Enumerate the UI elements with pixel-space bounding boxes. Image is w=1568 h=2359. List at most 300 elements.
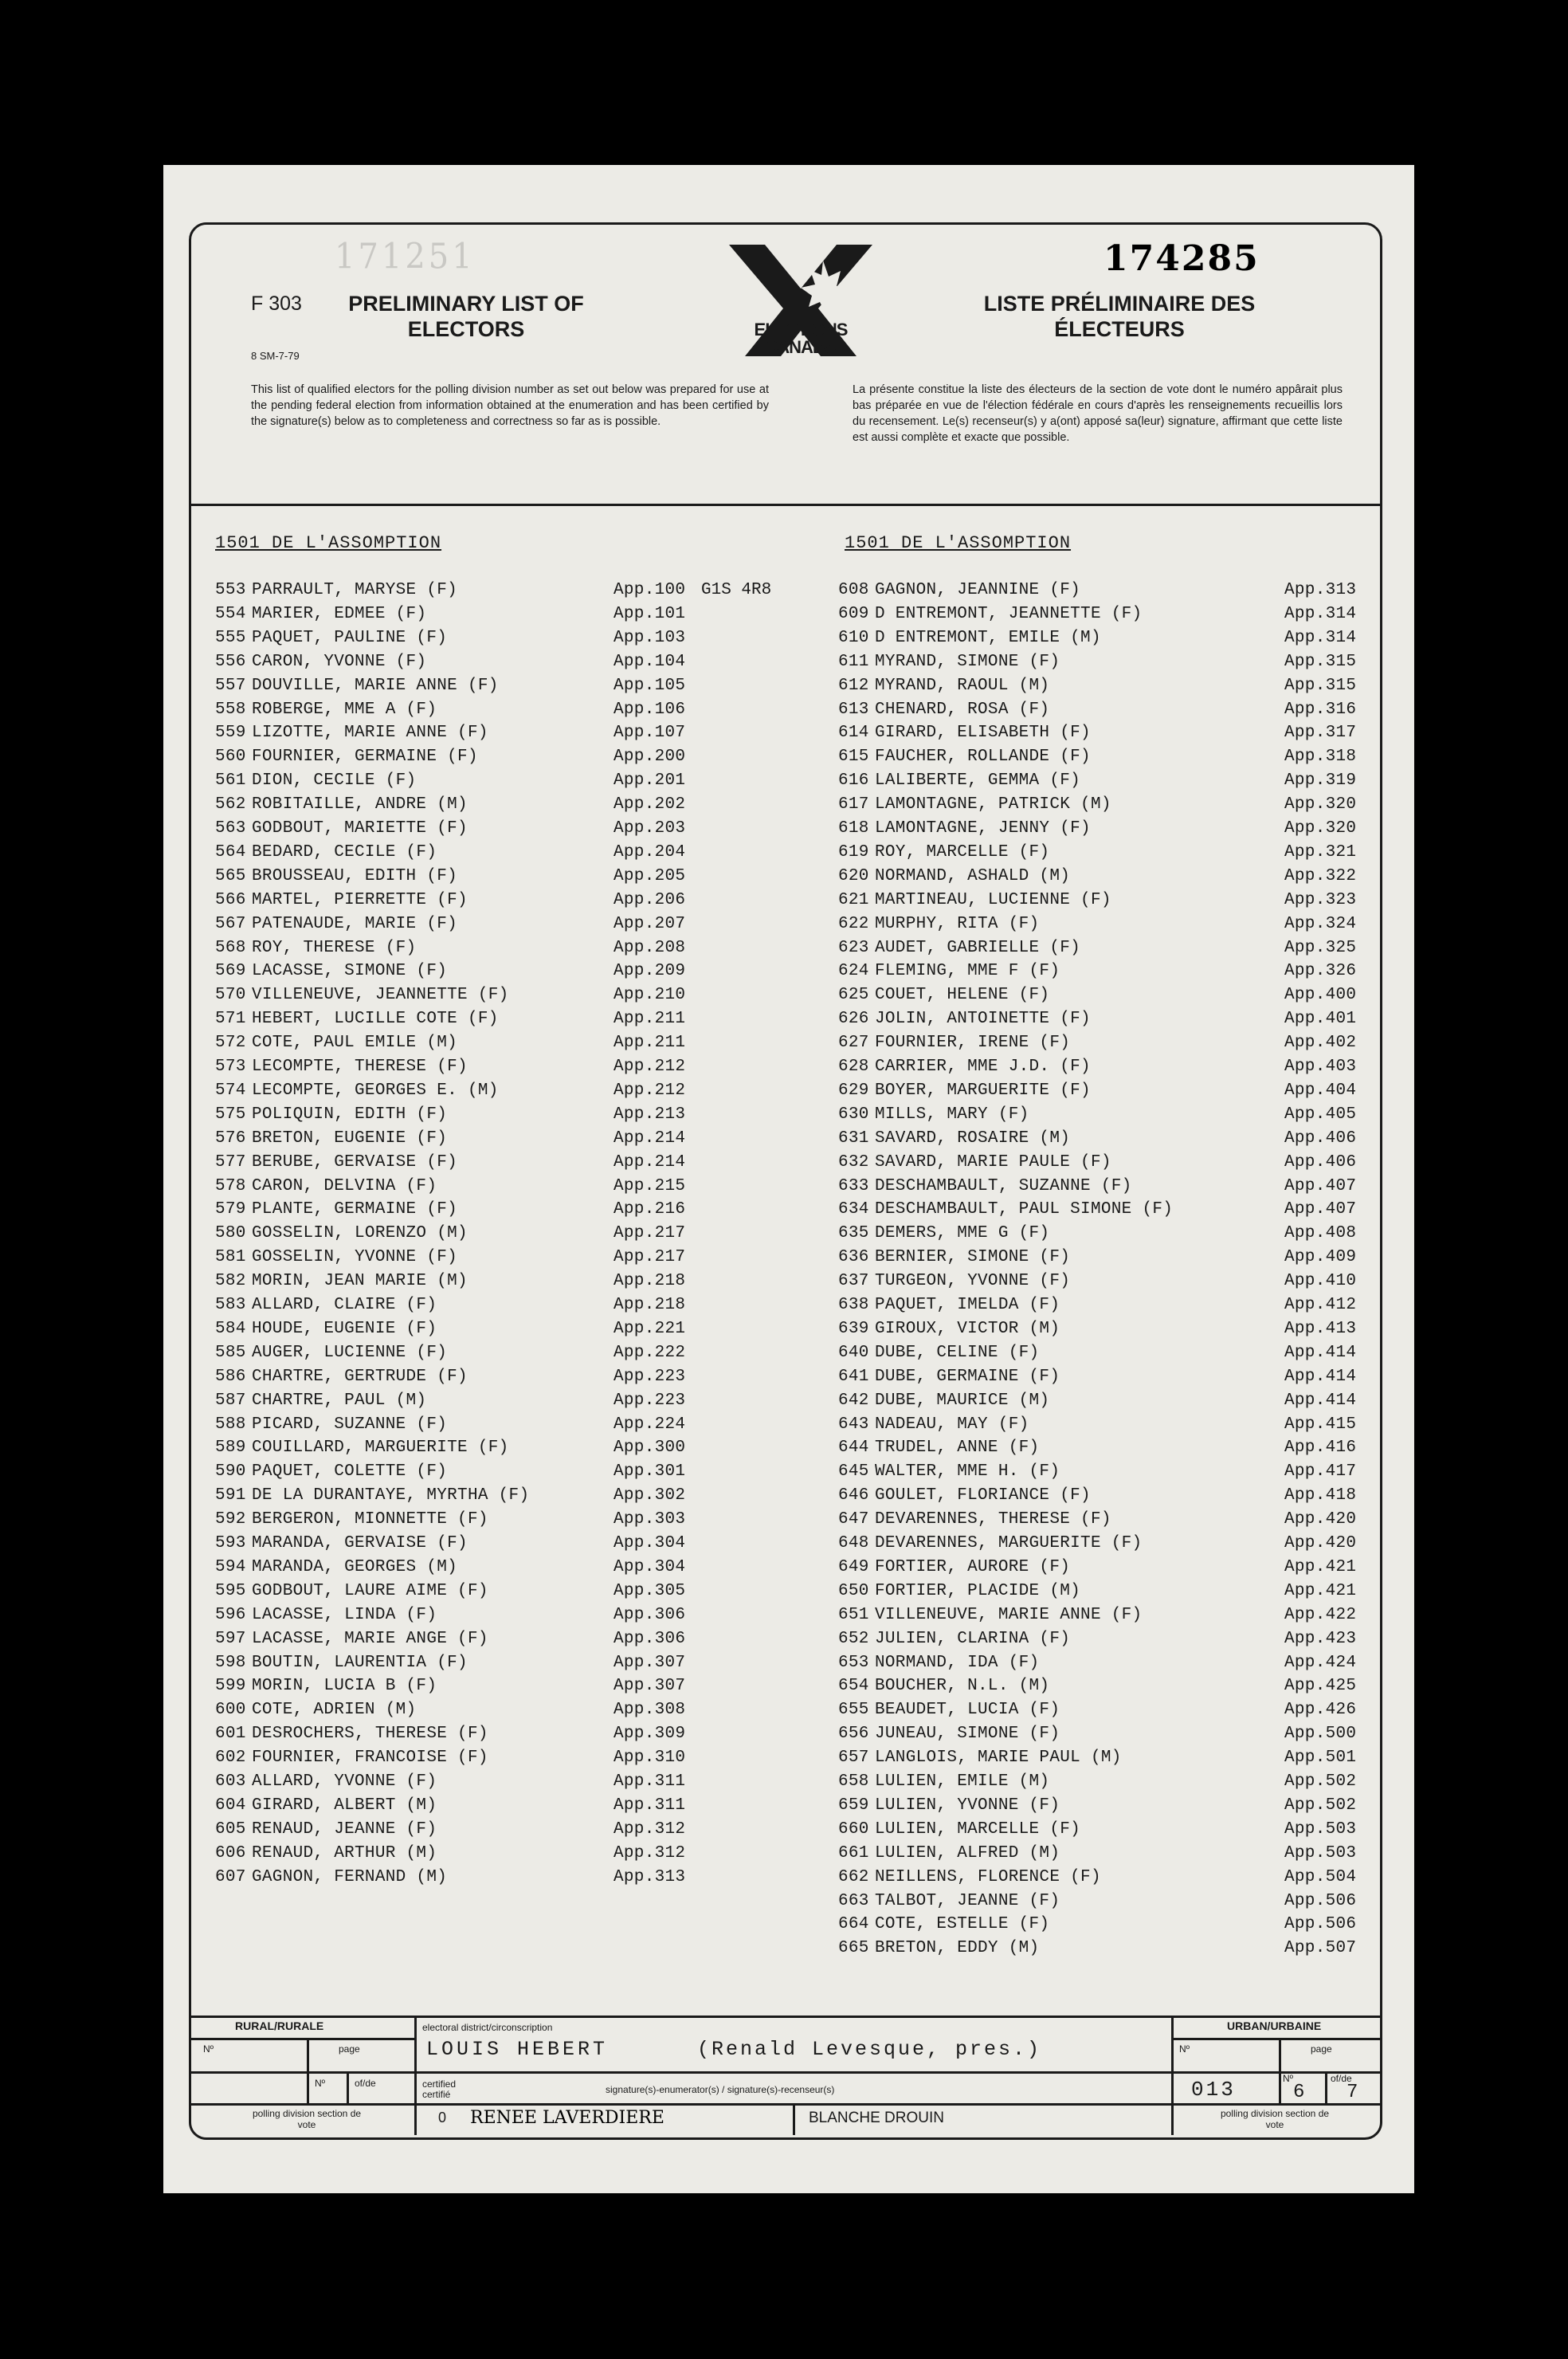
footer-divider-left	[414, 2016, 417, 2135]
elector-number: 577	[215, 1152, 246, 1172]
elector-apartment: App.320	[1284, 819, 1357, 838]
elector-apartment: App.315	[1284, 676, 1357, 695]
elector-apartment: App.417	[1284, 1462, 1357, 1482]
elector-apartment: App.406	[1284, 1152, 1357, 1172]
elector-row	[215, 675, 693, 697]
elector-apartment: App.403	[1284, 1058, 1357, 1076]
rural-no-label-2: Nº	[315, 2078, 326, 2089]
elector-apartment: App.314	[1284, 604, 1357, 623]
elector-apartment: App.204	[613, 842, 686, 862]
elector-number: 655	[838, 1701, 869, 1720]
signature-enumerator-1: RENEE LAVERDIERE	[470, 2108, 664, 2128]
elector-number: 571	[215, 1010, 246, 1029]
elector-name: CHENARD, ROSA (F)	[875, 700, 1050, 719]
elector-number: 649	[838, 1557, 869, 1576]
elector-apartment: App.201	[613, 771, 686, 791]
elector-number: 596	[215, 1605, 246, 1624]
elector-row	[215, 937, 693, 960]
elector-name: VILLENEUVE, MARIE ANNE (F)	[875, 1605, 1143, 1624]
elector-name: DION, CECILE (F)	[252, 771, 417, 791]
elector-name: DUBE, CELINE (F)	[875, 1343, 1040, 1362]
elector-apartment: App.307	[613, 1653, 686, 1672]
elector-number: 590	[215, 1462, 246, 1482]
elector-name: FORTIER, AURORE (F)	[875, 1557, 1071, 1576]
elector-row	[838, 1675, 1364, 1698]
elector-apartment: App.308	[613, 1701, 686, 1720]
elector-apartment: App.218	[613, 1272, 686, 1291]
elector-name: COTE, PAUL EMILE (M)	[252, 1034, 458, 1053]
elector-name: POLIQUIN, EDITH (F)	[252, 1105, 448, 1124]
elector-apartment: App.312	[613, 1819, 686, 1839]
elector-name: MILLS, MARY (F)	[875, 1105, 1029, 1124]
elector-apartment: App.500	[1284, 1725, 1357, 1744]
elector-apartment: App.311	[613, 1772, 686, 1791]
elector-apartment: App.407	[1284, 1176, 1357, 1195]
faded-stamp-number: 171251	[335, 236, 476, 277]
elector-name: CHARTRE, GERTRUDE (F)	[252, 1367, 468, 1386]
elector-apartment: App.425	[1284, 1677, 1357, 1696]
elector-row	[215, 1008, 693, 1030]
elector-row	[838, 1128, 1364, 1150]
elector-row	[838, 1866, 1364, 1889]
elector-row	[838, 1747, 1364, 1769]
elector-name: JULIEN, CLARINA (F)	[875, 1629, 1071, 1648]
elector-name: LACASSE, SIMONE (F)	[252, 962, 448, 981]
elector-apartment: App.103	[613, 628, 686, 647]
elector-number: 621	[838, 890, 869, 909]
elector-row	[838, 1199, 1364, 1221]
form-number: F 303	[251, 292, 302, 315]
elector-apartment: App.223	[613, 1367, 686, 1386]
elector-row	[838, 1556, 1364, 1579]
elector-row	[838, 1104, 1364, 1126]
elector-apartment: App.406	[1284, 1128, 1357, 1148]
elector-row	[838, 1152, 1364, 1174]
elector-row	[838, 1366, 1364, 1388]
elector-number: 628	[838, 1058, 869, 1076]
elector-name: DOUVILLE, MARIE ANNE (F)	[252, 676, 499, 695]
elector-apartment: App.418	[1284, 1486, 1357, 1505]
elector-number: 613	[838, 700, 869, 719]
elector-row	[838, 1795, 1364, 1817]
rural-of-divider	[347, 2071, 349, 2103]
elector-name: FAUCHER, ROLLANDE (F)	[875, 748, 1091, 767]
elector-row	[838, 1223, 1364, 1245]
elector-apartment: App.502	[1284, 1796, 1357, 1815]
elector-name: COTE, ADRIEN (M)	[252, 1701, 417, 1720]
elector-number: 553	[215, 581, 246, 599]
elector-number: 654	[838, 1677, 869, 1696]
elector-number: 665	[838, 1939, 869, 1958]
elector-number: 592	[215, 1510, 246, 1529]
elector-row	[215, 1366, 693, 1388]
elector-number: 645	[838, 1462, 869, 1482]
elector-apartment: App.401	[1284, 1010, 1357, 1029]
elector-row	[838, 913, 1364, 936]
elector-apartment: App.221	[613, 1319, 686, 1338]
elector-row	[215, 865, 693, 888]
elector-name: GAGNON, JEANNINE (F)	[875, 581, 1081, 599]
elector-row	[215, 1128, 693, 1150]
elector-number: 663	[838, 1891, 869, 1910]
elector-row	[838, 722, 1364, 744]
elector-name: CARRIER, MME J.D. (F)	[875, 1058, 1091, 1076]
certified-value: 0	[438, 2110, 447, 2125]
elector-name: DUBE, GERMAINE (F)	[875, 1367, 1060, 1386]
elector-row	[838, 1390, 1364, 1412]
elector-name: GODBOUT, MARIETTE (F)	[252, 819, 468, 838]
elector-number: 585	[215, 1343, 246, 1362]
elector-apartment: App.212	[613, 1058, 686, 1076]
elector-apartment: App.404	[1284, 1081, 1357, 1100]
elector-number: 587	[215, 1391, 246, 1410]
elector-row	[215, 1056, 693, 1078]
elector-number: 616	[838, 771, 869, 791]
elector-name: DESROCHERS, THERESE (F)	[252, 1725, 488, 1744]
elector-name: JUNEAU, SIMONE (F)	[875, 1725, 1060, 1744]
elector-apartment: App.107	[613, 724, 686, 743]
elector-apartment: App.503	[1284, 1843, 1357, 1862]
signature-divider	[414, 2071, 1171, 2074]
elector-name: COUET, HELENE (F)	[875, 986, 1050, 1005]
elector-name: FOURNIER, IRENE (F)	[875, 1034, 1071, 1053]
elector-name: LECOMPTE, THERESE (F)	[252, 1058, 468, 1076]
elector-apartment: App.101	[613, 604, 686, 623]
elector-apartment: App.304	[613, 1534, 686, 1552]
elector-name: PAQUET, PAULINE (F)	[252, 628, 448, 647]
elector-apartment: App.421	[1284, 1557, 1357, 1576]
elector-apartment: App.402	[1284, 1034, 1357, 1053]
elector-name: ALLARD, CLAIRE (F)	[252, 1296, 437, 1314]
elector-apartment: App.501	[1284, 1749, 1357, 1768]
elector-row	[215, 579, 693, 602]
signature-enumerator-2: BLANCHE DROUIN	[809, 2110, 944, 2126]
elector-row	[838, 1509, 1364, 1531]
elector-name: AUDET, GABRIELLE (F)	[875, 938, 1081, 957]
elector-number: 642	[838, 1391, 869, 1410]
elector-number: 598	[215, 1653, 246, 1672]
elector-name: RENAUD, ARTHUR (M)	[252, 1843, 437, 1862]
elector-apartment: App.216	[613, 1200, 686, 1219]
elector-number: 646	[838, 1486, 869, 1505]
elector-row	[215, 1819, 693, 1841]
elector-number: 568	[215, 938, 246, 957]
elector-name: CARON, DELVINA (F)	[252, 1176, 437, 1195]
form-date: 8 SM-7-79	[251, 350, 300, 362]
elector-apartment: App.407	[1284, 1200, 1357, 1219]
elector-name: RENAUD, JEANNE (F)	[252, 1819, 437, 1839]
elector-name: TURGEON, YVONNE (F)	[875, 1272, 1071, 1291]
elector-apartment: App.203	[613, 819, 686, 838]
elector-number: 651	[838, 1605, 869, 1624]
elector-row	[215, 770, 693, 792]
elector-apartment: App.316	[1284, 700, 1357, 719]
elector-name: LULIEN, EMILE (M)	[875, 1772, 1050, 1791]
elector-number: 602	[215, 1749, 246, 1768]
elector-row	[838, 1890, 1364, 1913]
elector-row	[215, 794, 693, 816]
elector-apartment: App.213	[613, 1105, 686, 1124]
elector-name: BRETON, EDDY (M)	[875, 1939, 1040, 1958]
elector-number: 565	[215, 866, 246, 885]
elector-row	[215, 1652, 693, 1674]
elector-name: LULIEN, ALFRED (M)	[875, 1843, 1060, 1862]
elector-row	[215, 1485, 693, 1507]
elector-name: D ENTREMONT, JEANNETTE (F)	[875, 604, 1143, 623]
elector-name: ROBERGE, MME A (F)	[252, 700, 437, 719]
elector-row	[838, 1628, 1364, 1651]
rural-no-label: Nº	[203, 2043, 214, 2055]
elector-row	[215, 1318, 693, 1340]
elector-number: 588	[215, 1415, 246, 1434]
signature-label: signature(s)-enumerator(s) / signature(s)-recenseur(s)	[606, 2084, 835, 2095]
elector-name: MARANDA, GERVAISE (F)	[252, 1534, 468, 1552]
elector-name: MYRAND, RAOUL (M)	[875, 676, 1050, 695]
elector-apartment: App.304	[613, 1557, 686, 1576]
elector-number: 653	[838, 1653, 869, 1672]
elector-row	[215, 1675, 693, 1698]
elector-row	[838, 1270, 1364, 1293]
elector-apartment: App.325	[1284, 938, 1357, 957]
elector-number: 609	[838, 604, 869, 623]
elector-apartment: App.306	[613, 1629, 686, 1648]
elector-number: 612	[838, 676, 869, 695]
elector-apartment: App.100	[613, 581, 686, 599]
elector-apartment: App.310	[613, 1749, 686, 1768]
elector-name: LACASSE, LINDA (F)	[252, 1605, 437, 1624]
elector-name: COUILLARD, MARGUERITE (F)	[252, 1439, 509, 1458]
elector-row	[215, 1795, 693, 1817]
elector-name: DUBE, MAURICE (M)	[875, 1391, 1050, 1410]
elector-number: 555	[215, 628, 246, 647]
elector-name: GAGNON, FERNAND (M)	[252, 1867, 448, 1886]
elector-name: COTE, ESTELLE (F)	[875, 1915, 1050, 1934]
elector-number: 626	[838, 1010, 869, 1029]
document-page	[163, 165, 1414, 2193]
elector-number: 589	[215, 1439, 246, 1458]
elector-name: PLANTE, GERMAINE (F)	[252, 1200, 458, 1219]
elector-row	[215, 1628, 693, 1651]
elector-row	[838, 1580, 1364, 1603]
elector-number: 594	[215, 1557, 246, 1576]
elector-row	[215, 627, 693, 650]
elector-apartment: App.506	[1284, 1915, 1357, 1934]
elector-row	[215, 984, 693, 1007]
elector-number: 574	[215, 1081, 246, 1100]
elector-number: 631	[838, 1128, 869, 1148]
elector-name: JOLIN, ANTOINETTE (F)	[875, 1010, 1091, 1029]
elector-apartment: App.421	[1284, 1581, 1357, 1600]
elector-row	[838, 960, 1364, 983]
elector-apartment: App.105	[613, 676, 686, 695]
elector-name: BERUBE, GERVAISE (F)	[252, 1152, 458, 1172]
district-note: (Renald Levesque, pres.)	[697, 2038, 1042, 2061]
elector-number: 582	[215, 1272, 246, 1291]
elector-name: GOSSELIN, LORENZO (M)	[252, 1224, 468, 1243]
urban-label: URBAN/URBAINE	[1227, 2019, 1322, 2032]
elector-name: DEMERS, MME G (F)	[875, 1224, 1050, 1243]
signature-split-divider	[793, 2103, 795, 2135]
elector-apartment: App.507	[1284, 1939, 1357, 1958]
elector-apartment: App.301	[613, 1462, 686, 1482]
elector-row	[215, 1176, 693, 1198]
header-divider	[189, 504, 1380, 506]
elector-row	[838, 675, 1364, 697]
elector-row	[838, 1699, 1364, 1721]
elector-row	[838, 1819, 1364, 1841]
elector-apartment: App.305	[613, 1581, 686, 1600]
elector-apartment: App.215	[613, 1176, 686, 1195]
elector-number: 650	[838, 1581, 869, 1600]
elector-row	[838, 842, 1364, 864]
elector-number: 662	[838, 1867, 869, 1886]
elector-name: VILLENEUVE, JEANNETTE (F)	[252, 986, 509, 1005]
elector-name: LACASSE, MARIE ANGE (F)	[252, 1629, 488, 1648]
elector-number: 573	[215, 1058, 246, 1076]
elector-apartment: App.319	[1284, 771, 1357, 791]
elector-row	[215, 1533, 693, 1555]
elector-name: CARON, YVONNE (F)	[252, 652, 427, 671]
elector-name: BROUSSEAU, EDITH (F)	[252, 866, 458, 885]
elector-name: BERGERON, MIONNETTE (F)	[252, 1510, 488, 1529]
elector-number: 593	[215, 1534, 246, 1552]
elector-number: 575	[215, 1105, 246, 1124]
urban-polling-no: 013	[1191, 2078, 1236, 2102]
elector-apartment: App.306	[613, 1605, 686, 1624]
elector-number: 620	[838, 866, 869, 885]
elector-number: 595	[215, 1581, 246, 1600]
left-elector-list	[215, 579, 693, 1886]
elector-row	[215, 1294, 693, 1317]
elector-row	[838, 1937, 1364, 1960]
elector-row	[215, 842, 693, 864]
footer-top-divider	[189, 2016, 1380, 2018]
elector-name: FOURNIER, GERMAINE (F)	[252, 748, 478, 767]
elector-name: LIZOTTE, MARIE ANNE (F)	[252, 724, 488, 743]
elector-row	[215, 1461, 693, 1483]
elector-number: 578	[215, 1176, 246, 1195]
elector-row	[838, 579, 1364, 602]
elector-name: NADEAU, MAY (F)	[875, 1415, 1029, 1434]
elector-apartment: App.324	[1284, 914, 1357, 933]
elector-name: DESCHAMBAULT, SUZANNE (F)	[875, 1176, 1132, 1195]
elector-number: 584	[215, 1319, 246, 1338]
elector-apartment: App.412	[1284, 1296, 1357, 1314]
elector-apartment: App.211	[613, 1010, 686, 1029]
elector-number: 554	[215, 604, 246, 623]
elector-row	[838, 651, 1364, 673]
urban-of-value: 7	[1347, 2082, 1358, 2103]
elector-name: MARTEL, PIERRETTE (F)	[252, 890, 468, 909]
elector-row	[838, 865, 1364, 888]
elector-row	[838, 1771, 1364, 1793]
footer-divider-right	[1171, 2016, 1174, 2135]
urban-of-label: of/de	[1331, 2073, 1352, 2084]
elector-number: 558	[215, 700, 246, 719]
elector-number: 636	[838, 1248, 869, 1267]
elector-name: FLEMING, MME F (F)	[875, 962, 1060, 981]
elector-row	[838, 1843, 1364, 1865]
elector-row	[838, 984, 1364, 1007]
elector-apartment: App.311	[613, 1796, 686, 1815]
elector-number: 579	[215, 1200, 246, 1219]
elector-number: 591	[215, 1486, 246, 1505]
right-elector-list	[838, 579, 1364, 1958]
elector-row	[838, 603, 1364, 626]
elector-number: 563	[215, 819, 246, 838]
rural-page-label: page	[339, 2043, 360, 2055]
elector-apartment: App.314	[1284, 628, 1357, 647]
elector-name: NEILLENS, FLORENCE (F)	[875, 1867, 1101, 1886]
elector-row	[838, 1294, 1364, 1317]
elector-name: MORIN, JEAN MARIE (M)	[252, 1272, 468, 1291]
elector-number: 566	[215, 890, 246, 909]
elector-apartment: App.506	[1284, 1891, 1357, 1910]
elector-apartment: App.214	[613, 1128, 686, 1148]
elector-apartment: App.303	[613, 1510, 686, 1529]
elector-row	[838, 1723, 1364, 1745]
elector-name: BERNIER, SIMONE (F)	[875, 1248, 1071, 1267]
elector-number: 641	[838, 1367, 869, 1386]
elector-number: 630	[838, 1105, 869, 1124]
elector-apartment: App.202	[613, 795, 686, 814]
elector-row	[215, 1843, 693, 1865]
elector-row	[215, 1104, 693, 1126]
elector-number: 557	[215, 676, 246, 695]
elector-number: 562	[215, 795, 246, 814]
elector-apartment: App.323	[1284, 890, 1357, 909]
elector-apartment: App.104	[613, 652, 686, 671]
elector-apartment: App.408	[1284, 1224, 1357, 1243]
elector-name: WALTER, MME H. (F)	[875, 1462, 1060, 1482]
elector-name: BEAUDET, LUCIA (F)	[875, 1701, 1060, 1720]
elector-number: 614	[838, 724, 869, 743]
title-english: PRELIMINARY LIST OF ELECTORS	[348, 292, 584, 341]
elector-row	[838, 1032, 1364, 1054]
elector-number: 583	[215, 1296, 246, 1314]
elector-number: 603	[215, 1772, 246, 1791]
elector-apartment: App.424	[1284, 1653, 1357, 1672]
elector-name: DEVARENNES, MARGUERITE (F)	[875, 1534, 1143, 1552]
elector-name: PATENAUDE, MARIE (F)	[252, 914, 458, 933]
elector-apartment: App.300	[613, 1439, 686, 1458]
elector-row	[215, 1270, 693, 1293]
elector-row	[215, 1509, 693, 1531]
elector-apartment: App.205	[613, 866, 686, 885]
elector-apartment: App.414	[1284, 1391, 1357, 1410]
elector-row	[215, 1747, 693, 1769]
right-column-heading: 1501 DE L'ASSOMPTION	[845, 533, 1072, 553]
elector-row	[215, 722, 693, 744]
elector-apartment: App.416	[1284, 1439, 1357, 1458]
elector-number: 567	[215, 914, 246, 933]
elector-row	[215, 1604, 693, 1627]
urban-page-value: 6	[1293, 2082, 1305, 2103]
elector-row	[215, 818, 693, 840]
elector-number: 559	[215, 724, 246, 743]
elector-row	[838, 937, 1364, 960]
elector-number: 622	[838, 914, 869, 933]
elector-name: PAQUET, COLETTE (F)	[252, 1462, 448, 1482]
elector-name: BRETON, EUGENIE (F)	[252, 1128, 448, 1148]
rural-label: RURAL/RURALE	[235, 2019, 324, 2032]
elector-apartment: App.315	[1284, 652, 1357, 671]
elector-row	[838, 746, 1364, 768]
elector-row	[215, 1414, 693, 1436]
elector-row	[838, 818, 1364, 840]
elector-number: 659	[838, 1796, 869, 1815]
elector-apartment: App.222	[613, 1343, 686, 1362]
